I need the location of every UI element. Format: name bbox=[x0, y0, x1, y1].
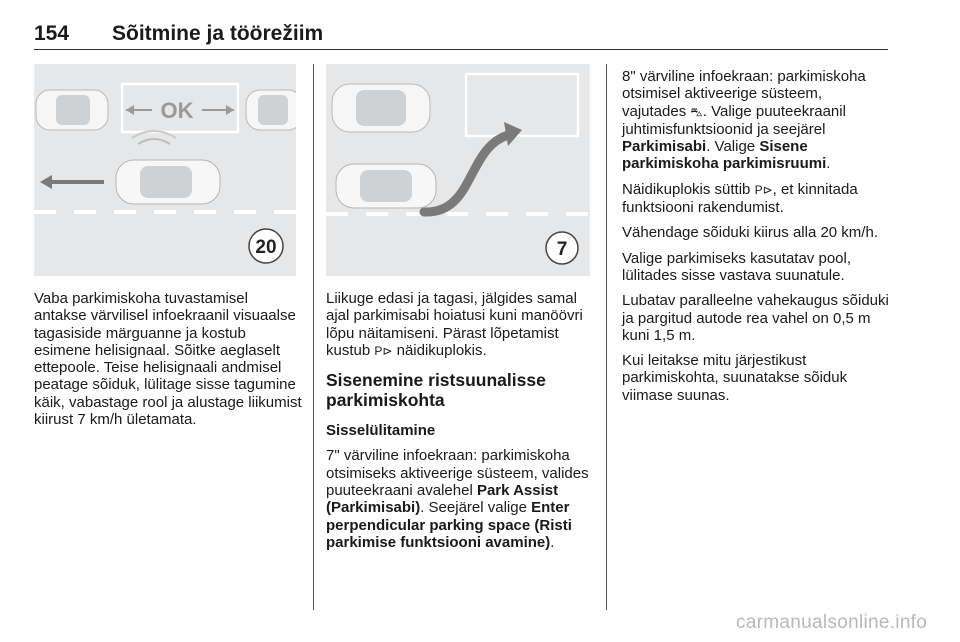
page-title: Sõitmine ja töörežiim bbox=[112, 22, 324, 45]
column-1-text bbox=[34, 290, 302, 436]
parking-diagram-figure-7 bbox=[326, 64, 590, 276]
figure-number-7: 7 bbox=[556, 239, 568, 260]
park-indicator-icon: P⊳ bbox=[374, 343, 393, 358]
paragraph bbox=[326, 290, 596, 360]
paragraph bbox=[622, 181, 890, 217]
text-run: . bbox=[826, 155, 831, 173]
menu-term: Park Assist (Parkimisabi) bbox=[326, 482, 559, 517]
text-run: 7" värviline infoekraan: parkimiskoha otsimiseks aktiveerige süsteem, valides puuteekraani avalehel bbox=[326, 447, 589, 500]
menu-term: Enter perpendicular parking space (Risti parkimise funktsiooni avamine) bbox=[326, 499, 572, 551]
text-run: näidikuplokis. bbox=[392, 341, 487, 359]
section-heading: Sisenemine ristsuunalisse parkimiskohta bbox=[326, 370, 546, 411]
text-run: . Valige bbox=[706, 138, 760, 156]
paragraph: Vähendage sõiduki kiirus alla 20 km/h. bbox=[622, 224, 878, 242]
text-run: . Valige puuteekraanil juhtimisfunktsioonid ja seejärel bbox=[622, 102, 846, 138]
text-run: . bbox=[550, 533, 555, 551]
column-divider-1 bbox=[313, 64, 314, 610]
watermark: carmanualsonline.info bbox=[736, 612, 928, 633]
column-3-text bbox=[622, 68, 890, 412]
park-indicator-icon: P⊳ bbox=[754, 182, 773, 197]
column-divider-2 bbox=[606, 64, 607, 610]
text-run: . Seejärel valige bbox=[420, 499, 532, 517]
figure-number-20: 20 bbox=[255, 237, 277, 258]
page-header bbox=[34, 20, 888, 50]
text-run: Näidikuplokis süttib bbox=[622, 180, 755, 198]
column-2-text bbox=[326, 290, 596, 559]
text-run: , et kinnitada funktsiooni rakendumist. bbox=[622, 180, 858, 217]
menu-term: Sisene parkimiskoha parkimisruumi bbox=[622, 138, 827, 173]
text-run: Liikuge edasi ja tagasi, jälgides samal ajal parkimisabi hoiatusi kuni manöövri lõpu näitamiseni. Pärast lõpetamist kustub bbox=[326, 290, 583, 359]
paragraph: Vaba parkimiskoha tuvastamisel antakse värvilisel infoekraanil visuaalse tagasiside märguanne ja kostub esimene helisignaal. Sõitke aeglaselt ettepoole. Teise helisignaali andmisel peatage sõiduk, lülitage sisse tagumine käik, vabastage rool ja alustage liikumist kiirust 7 km/h ületamata. bbox=[34, 290, 302, 429]
sub-heading: Sisselülitamine bbox=[326, 422, 436, 440]
text-run: 8" värviline infoekraan: parkimiskoha otsimisel aktiveerige süsteem, vajutades bbox=[622, 68, 866, 120]
paragraph bbox=[326, 447, 596, 551]
paragraph: Lubatav paralleelne vahekaugus sõiduki ja pargitud autode rea vahel on 0,5 m kuni 1,5 m. bbox=[622, 292, 889, 344]
menu-term: Parkimisabi bbox=[622, 138, 707, 156]
page-number: 154 bbox=[34, 22, 70, 45]
ok-label: OK bbox=[160, 98, 194, 123]
header-rule bbox=[34, 49, 888, 50]
paragraph: Kui leitakse mitu järjestikust parkimiskohta, suunatakse sõiduk viimase suunas. bbox=[622, 352, 848, 404]
car-button-icon: ⛍ bbox=[690, 104, 703, 119]
paragraph: Valige parkimiseks kasutatav pool, lülitades sisse vastava suunatule. bbox=[622, 249, 851, 284]
parking-diagram-figure-20 bbox=[34, 64, 296, 276]
paragraph bbox=[622, 68, 890, 173]
